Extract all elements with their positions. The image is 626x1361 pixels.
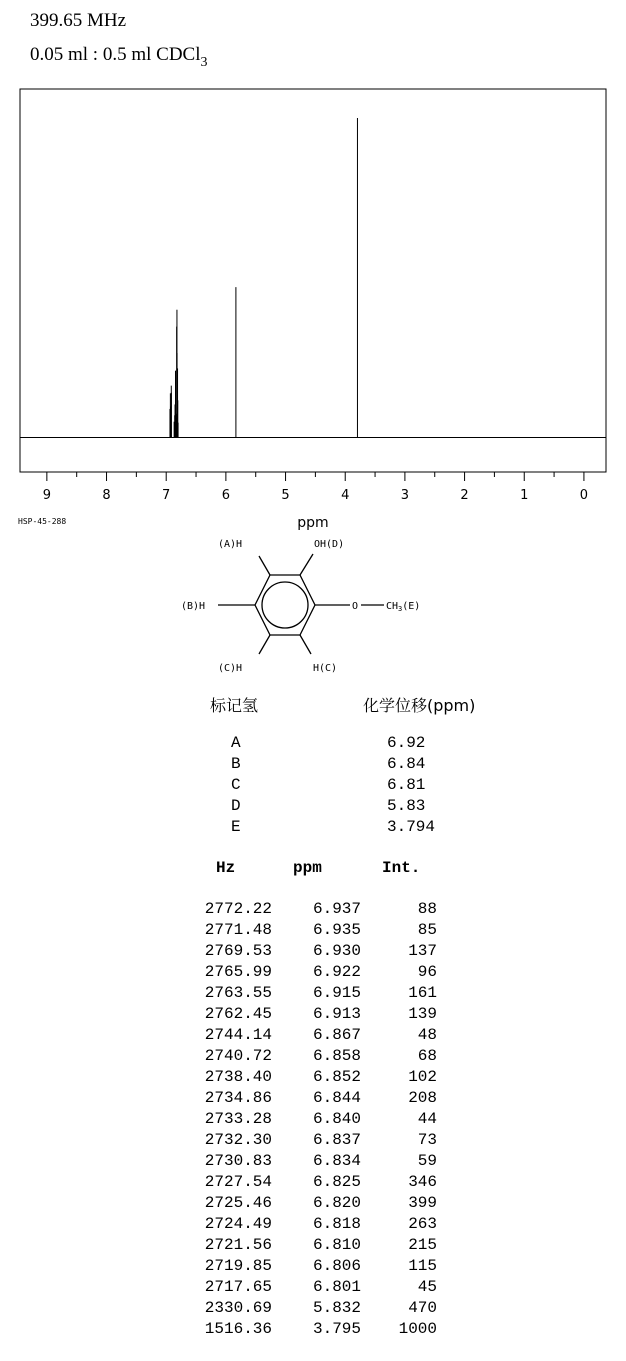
cell-hz: 2724.49 xyxy=(204,1215,272,1233)
cell-ppm: 6.806 xyxy=(312,1257,361,1275)
label-oh-d: OH(D) xyxy=(314,539,345,550)
cell-int: 59 xyxy=(417,1152,437,1170)
cell-int: 85 xyxy=(417,921,437,939)
peaks-group xyxy=(170,118,357,437)
solvent-subscript: 3 xyxy=(200,55,208,70)
cell-int: 68 xyxy=(417,1047,437,1065)
cell-hz: 2765.99 xyxy=(204,963,272,981)
sample-code: HSP-45-288 xyxy=(18,517,67,526)
assignment-shift: 6.84 xyxy=(387,755,426,773)
cell-ppm: 6.801 xyxy=(312,1278,361,1296)
assignment-shift: 3.794 xyxy=(387,818,436,836)
label-o: O xyxy=(352,601,359,612)
cell-hz: 2727.54 xyxy=(204,1173,272,1191)
cell-int: 102 xyxy=(408,1068,437,1086)
cell-int: 115 xyxy=(408,1257,437,1275)
assignment-label: B xyxy=(231,755,241,773)
cell-hz: 2717.65 xyxy=(204,1278,272,1296)
cell-hz: 2734.86 xyxy=(204,1089,272,1107)
cell-hz: 2772.22 xyxy=(204,900,272,918)
peak-table-header-int: Int. xyxy=(382,859,421,877)
cell-int: 263 xyxy=(408,1215,437,1233)
label-c-h-right: H(C) xyxy=(313,663,338,674)
cell-ppm: 6.915 xyxy=(312,984,361,1002)
cell-int: 470 xyxy=(408,1299,437,1317)
cell-ppm: 5.832 xyxy=(312,1299,361,1317)
cell-int: 45 xyxy=(417,1278,437,1296)
cell-ppm: 6.858 xyxy=(312,1047,361,1065)
label-ch3-sub: 3 xyxy=(398,605,403,613)
x-tick-label: 3 xyxy=(400,488,410,503)
assignment-label: D xyxy=(231,797,241,815)
cell-ppm: 6.935 xyxy=(312,921,361,939)
bond-c2 xyxy=(300,635,311,654)
spectrometer-frequency: 399.65 MHz xyxy=(30,10,127,31)
cell-int: 215 xyxy=(408,1236,437,1254)
x-axis-ticks xyxy=(43,472,588,503)
molecule-structure xyxy=(170,532,460,680)
cell-ppm: 6.840 xyxy=(312,1110,361,1128)
cell-int: 161 xyxy=(408,984,437,1002)
x-tick-label: 6 xyxy=(221,488,231,503)
cell-hz: 2762.45 xyxy=(204,1005,272,1023)
solvent-text: 0.05 ml : 0.5 ml CDCl xyxy=(30,44,201,65)
cell-int: 48 xyxy=(417,1026,437,1044)
x-tick-label: 0 xyxy=(579,488,589,503)
assignment-shift: 6.81 xyxy=(387,776,426,794)
peak-table-header-hz: Hz xyxy=(216,859,236,877)
cell-ppm: 6.867 xyxy=(312,1026,361,1044)
assignment-shift: 5.83 xyxy=(387,797,426,815)
cell-ppm: 6.818 xyxy=(312,1215,361,1233)
cell-int: 88 xyxy=(417,900,437,918)
x-tick-label: 9 xyxy=(42,488,51,503)
bond-oh xyxy=(300,554,313,575)
label-ch3 xyxy=(386,601,420,613)
cell-ppm: 6.844 xyxy=(312,1089,361,1107)
cell-int: 73 xyxy=(417,1131,437,1149)
assignment-shift: 6.92 xyxy=(387,734,426,752)
cell-hz: 2719.85 xyxy=(204,1257,272,1275)
cell-ppm: 6.810 xyxy=(312,1236,361,1254)
cell-hz: 2732.30 xyxy=(204,1131,272,1149)
cell-ppm: 3.795 xyxy=(312,1320,361,1338)
label-ch: CH xyxy=(386,601,399,612)
cell-ppm: 6.834 xyxy=(312,1152,361,1170)
benzene-ring xyxy=(255,575,315,635)
cell-ppm: 6.837 xyxy=(312,1131,361,1149)
label-b-h: (B)H xyxy=(181,601,206,612)
plot-frame xyxy=(20,89,606,472)
x-tick-label: 1 xyxy=(520,488,529,503)
cell-hz: 2763.55 xyxy=(204,984,272,1002)
x-tick-label: 4 xyxy=(341,488,350,503)
x-tick-label: 5 xyxy=(281,488,290,503)
assignment-label: C xyxy=(231,776,241,794)
cell-hz: 2733.28 xyxy=(204,1110,272,1128)
cell-ppm: 6.820 xyxy=(312,1194,361,1212)
cell-hz: 2771.48 xyxy=(204,921,272,939)
label-a-h: (A)H xyxy=(218,539,243,550)
cell-ppm: 6.913 xyxy=(312,1005,361,1023)
bond-c1 xyxy=(259,635,270,654)
cell-hz: 2740.72 xyxy=(204,1047,272,1065)
cell-int: 44 xyxy=(417,1110,437,1128)
cell-hz: 2330.69 xyxy=(204,1299,272,1317)
cell-hz: 2744.14 xyxy=(204,1026,272,1044)
cell-ppm: 6.852 xyxy=(312,1068,361,1086)
cell-hz: 2769.53 xyxy=(204,942,272,960)
assignment-header-label: 标记氢 xyxy=(210,696,259,715)
cell-ppm: 6.930 xyxy=(312,942,361,960)
label-e: (E) xyxy=(402,601,421,612)
cell-hz: 2738.40 xyxy=(204,1068,272,1086)
bond-a xyxy=(259,556,270,575)
assignment-header-shift: 化学位移(ppm) xyxy=(363,696,476,715)
cell-int: 346 xyxy=(408,1173,437,1191)
cell-int: 399 xyxy=(408,1194,437,1212)
cell-int: 1000 xyxy=(398,1320,437,1338)
x-tick-label: 7 xyxy=(162,488,171,503)
cell-ppm: 6.922 xyxy=(312,963,361,981)
aromatic-circle xyxy=(262,582,308,628)
cell-int: 139 xyxy=(408,1005,437,1023)
cell-hz: 1516.36 xyxy=(204,1320,272,1338)
assignment-label: E xyxy=(231,818,241,836)
peak-table-header-ppm: ppm xyxy=(293,859,322,877)
assignment-label: A xyxy=(231,734,241,752)
cell-int: 137 xyxy=(408,942,437,960)
x-tick-label: 2 xyxy=(460,488,469,503)
x-tick-label: 8 xyxy=(102,488,111,503)
nmr-spectrum-chart xyxy=(0,0,626,535)
x-axis-label: ppm xyxy=(297,515,329,531)
cell-hz: 2725.46 xyxy=(204,1194,272,1212)
cell-int: 208 xyxy=(408,1089,437,1107)
cell-int: 96 xyxy=(417,963,437,981)
label-c-h-left: (C)H xyxy=(218,663,243,674)
cell-ppm: 6.937 xyxy=(312,900,361,918)
cell-hz: 2721.56 xyxy=(204,1236,272,1254)
cell-ppm: 6.825 xyxy=(312,1173,361,1191)
cell-hz: 2730.83 xyxy=(204,1152,272,1170)
